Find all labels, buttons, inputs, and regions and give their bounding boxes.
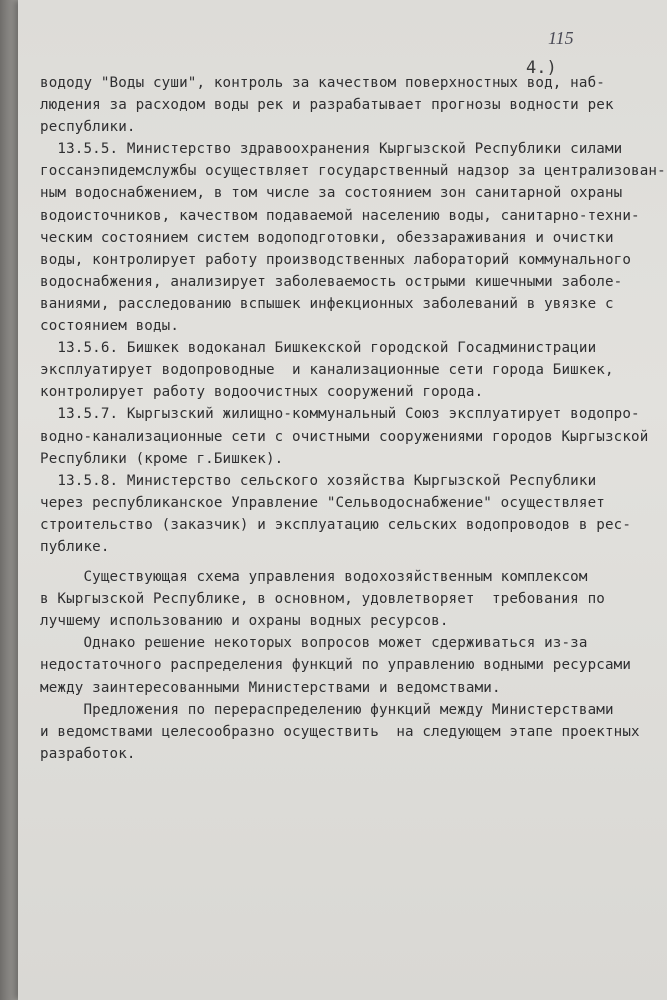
paragraph	[40, 470, 660, 558]
paragraph	[40, 72, 660, 138]
text-line: разработок.	[40, 745, 136, 762]
text-line: 13.5.8. Министерство сельского хозяйства Кыргызской Республики	[40, 472, 597, 489]
text-line: воды, контролирует работу производственных лабораторий коммунального	[40, 251, 632, 268]
text-line: людения за расходом воды рек и разрабатывает прогнозы водности рек	[40, 97, 614, 114]
text-line: ваниями, расследованию вспышек инфекционных заболеваний в увязке с	[40, 295, 614, 312]
paragraph	[40, 403, 660, 469]
text-line: в Кыргызской Республике, в основном, удовлетворяет требования по	[40, 591, 605, 608]
text-line: недостаточного распределения функций по управлению водными ресурсами	[40, 657, 632, 674]
text-line: Существующая схема управления водохозяйственным комплексом	[40, 569, 588, 586]
text-line: через республиканское Управление "Сельводоснабжение" осуществляет	[40, 494, 605, 511]
text-line: контролирует работу водоочистных сооружений города.	[40, 384, 484, 401]
text-line: водно-канализационные сети с очистными сооружениями городов Кыргызской	[40, 428, 649, 445]
text-line: лучшему использованию и охраны водных ресурсов.	[40, 613, 449, 630]
text-line: между заинтересованными Министерствами и ведомствами.	[40, 679, 501, 696]
text-line: водоисточников, качеством подаваемой населению воды, санитарно-техни-	[40, 207, 640, 224]
text-line: 13.5.5. Министерство здравоохранения Кыргызской Республики силами	[40, 141, 623, 158]
folio-number: 115	[548, 28, 574, 48]
paragraph-gap	[40, 558, 660, 566]
text-line: 13.5.7. Кыргызский жилищно-коммунальный Союз эксплуатирует водопро-	[40, 406, 640, 423]
text-line: 13.5.6. Бишкек водоканал Бишкекской городской Госадминистрации	[40, 340, 597, 357]
text-line: и ведомствами целесообразно осуществить на следующем этапе проектных	[40, 723, 640, 740]
text-line: республики.	[40, 119, 136, 136]
document-page	[18, 0, 667, 1000]
paragraph	[40, 337, 660, 403]
paragraph	[40, 138, 666, 337]
page-number: 4.)	[526, 58, 557, 78]
text-line: состоянием воды.	[40, 318, 180, 335]
document-body	[40, 72, 666, 765]
text-line: госсанэпидемслужбы осуществляет государственный надзор за централизован-	[40, 163, 666, 180]
text-line: вододу "Воды суши", контроль за качеством поверхностных вод, наб-	[40, 75, 605, 91]
text-line: строительство (заказчик) и эксплуатацию сельских водопроводов в рес-	[40, 516, 632, 533]
text-line: эксплуатирует водопроводные и канализационные сети города Бишкек,	[40, 362, 614, 379]
text-line: Республики (кроме г.Бишкек).	[40, 450, 284, 467]
text-line: Предложения по перераспределению функций между Министерствами	[40, 701, 614, 718]
text-line: Однако решение некоторых вопросов может сдерживаться из-за	[40, 635, 588, 652]
paragraph	[40, 632, 660, 698]
text-line: публике.	[40, 538, 110, 555]
paragraph	[40, 566, 660, 632]
text-line: водоснабжения, анализирует заболеваемость острыми кишечными заболе-	[40, 273, 623, 290]
paragraph	[40, 699, 660, 765]
text-line: ческим состоянием систем водоподготовки, обеззараживания и очистки	[40, 229, 614, 246]
text-line: ным водоснабжением, в том числе за состоянием зон санитарной охраны	[40, 185, 623, 202]
